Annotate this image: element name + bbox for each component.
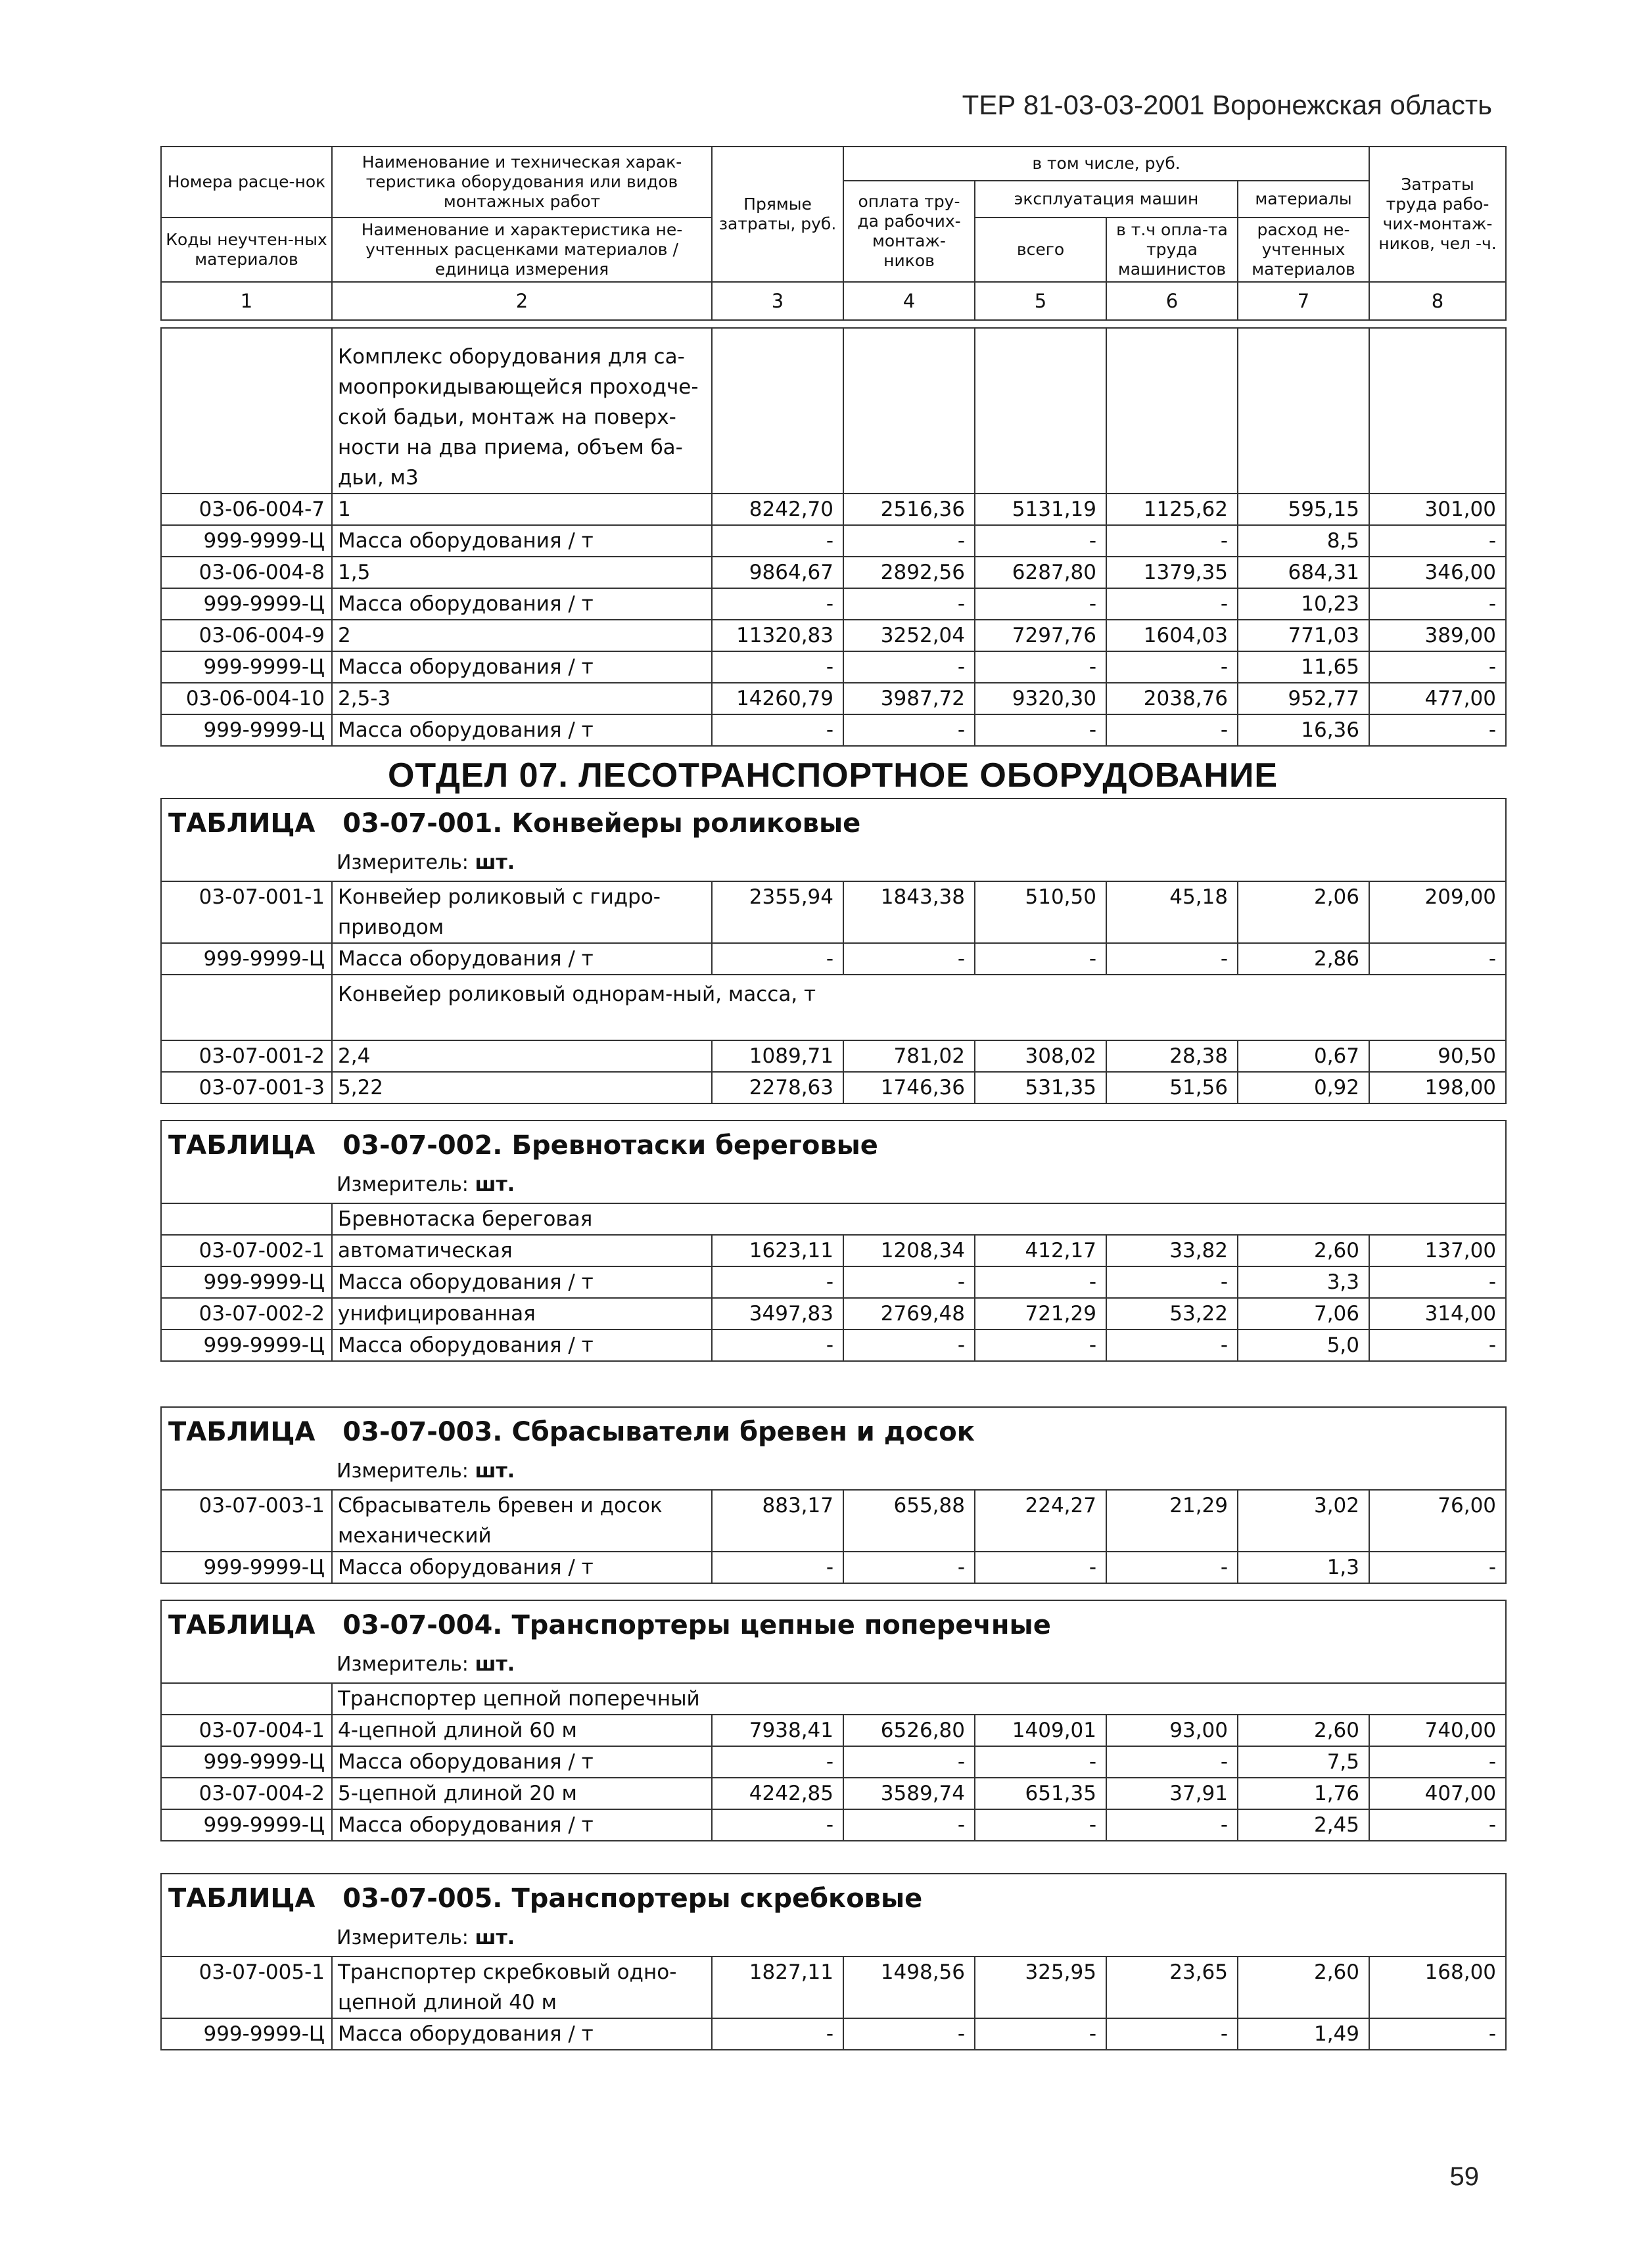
machinists-pay: 1125,62	[1106, 494, 1238, 525]
table-row	[161, 714, 1506, 746]
machines-total: -	[975, 1330, 1106, 1361]
machines-total: 531,35	[975, 1072, 1106, 1103]
labor: 740,00	[1369, 1715, 1506, 1746]
materials: 7,06	[1238, 1298, 1369, 1330]
material-desc: Масса оборудования / т	[332, 525, 712, 557]
worker-pay: -	[843, 1330, 975, 1361]
labor: 477,00	[1369, 683, 1506, 714]
direct-cost: 14260,79	[712, 683, 843, 714]
measure-line	[161, 848, 1506, 881]
table-row	[161, 943, 1506, 975]
material-desc: Масса оборудования / т	[332, 714, 712, 746]
machines-total: 325,95	[975, 1956, 1106, 2018]
material-desc: Масса оборудования / т	[332, 1809, 712, 1841]
col-machines-total: всего	[975, 218, 1106, 282]
rate-code: 03-07-001-2	[161, 1040, 332, 1072]
rates-header-table	[160, 146, 1507, 321]
labor: 314,00	[1369, 1298, 1506, 1330]
rate-code: 03-07-002-2	[161, 1298, 332, 1330]
worker-pay: -	[843, 1746, 975, 1778]
machines-total: -	[975, 943, 1106, 975]
table-label: ТАБЛИЦА	[168, 1417, 316, 1447]
table-heading	[161, 1121, 1506, 1170]
table-row	[161, 557, 1506, 588]
table-03-07-005	[160, 1873, 1507, 2050]
materials: 2,60	[1238, 1235, 1369, 1266]
materials: 1,49	[1238, 2018, 1369, 2050]
direct-cost: 8242,70	[712, 494, 843, 525]
rate-code: 03-07-004-1	[161, 1715, 332, 1746]
materials: 952,77	[1238, 683, 1369, 714]
machines-total: 224,27	[975, 1490, 1106, 1552]
table-row	[161, 651, 1506, 683]
material-desc: Масса оборудования / т	[332, 1746, 712, 1778]
materials: 595,15	[1238, 494, 1369, 525]
table-03-07-002	[160, 1120, 1507, 1362]
labor: -	[1369, 1266, 1506, 1298]
machinists-pay: 53,22	[1106, 1298, 1238, 1330]
rate-desc: 1	[332, 494, 712, 525]
rate-code: 03-07-002-1	[161, 1235, 332, 1266]
col-number: 3	[712, 282, 843, 320]
direct-cost: 4242,85	[712, 1778, 843, 1809]
direct-cost: -	[712, 1330, 843, 1361]
table-row	[161, 620, 1506, 651]
direct-cost: 3497,83	[712, 1298, 843, 1330]
materials: 3,02	[1238, 1490, 1369, 1552]
table-03-07-004	[160, 1600, 1507, 1841]
table-row	[161, 1298, 1506, 1330]
machinists-pay: 45,18	[1106, 881, 1238, 943]
rate-code: 03-07-003-1	[161, 1490, 332, 1552]
machines-total: -	[975, 1809, 1106, 1841]
machines-total: 412,17	[975, 1235, 1106, 1266]
material-code: 999-9999-Ц	[161, 1809, 332, 1841]
block1-table	[160, 327, 1507, 747]
machinists-pay: -	[1106, 714, 1238, 746]
worker-pay: -	[843, 1809, 975, 1841]
machines-total: -	[975, 651, 1106, 683]
machinists-pay: 1379,35	[1106, 557, 1238, 588]
machinists-pay: 28,38	[1106, 1040, 1238, 1072]
materials: 0,92	[1238, 1072, 1369, 1103]
machines-total: -	[975, 588, 1106, 620]
worker-pay: -	[843, 588, 975, 620]
machinists-pay: -	[1106, 525, 1238, 557]
worker-pay: 2769,48	[843, 1298, 975, 1330]
machines-total: -	[975, 1266, 1106, 1298]
material-desc: Масса оборудования / т	[332, 1552, 712, 1583]
table-row	[161, 525, 1506, 557]
rate-code: 03-07-001-1	[161, 881, 332, 943]
table-label: ТАБЛИЦА	[168, 1130, 316, 1161]
labor: 168,00	[1369, 1956, 1506, 2018]
measure-label: Измеритель:	[337, 1653, 469, 1676]
col-name-materials: Наименование и характеристика не-учтенных расценками материалов / единица измерения	[332, 218, 712, 282]
col-machines: эксплуатация машин	[975, 181, 1238, 218]
rate-desc: 2	[332, 620, 712, 651]
col-including: в том числе, руб.	[843, 147, 1369, 181]
table-name: Транспортеры скребковые	[511, 1884, 923, 1914]
machinists-pay: 21,29	[1106, 1490, 1238, 1552]
table-row	[161, 1809, 1506, 1841]
labor: 407,00	[1369, 1778, 1506, 1809]
worker-pay: 3252,04	[843, 620, 975, 651]
rate-desc: 4-цепной длиной 60 м	[332, 1715, 712, 1746]
direct-cost: -	[712, 2018, 843, 2050]
materials: 2,86	[1238, 943, 1369, 975]
table-heading	[161, 798, 1506, 848]
labor: -	[1369, 1809, 1506, 1841]
machinists-pay: 23,65	[1106, 1956, 1238, 2018]
table-row	[161, 1072, 1506, 1103]
labor: -	[1369, 714, 1506, 746]
table-row	[161, 588, 1506, 620]
table-row	[161, 494, 1506, 525]
worker-pay: 1498,56	[843, 1956, 975, 2018]
labor: 137,00	[1369, 1235, 1506, 1266]
worker-pay: 3589,74	[843, 1778, 975, 1809]
labor: -	[1369, 525, 1506, 557]
machinists-pay: -	[1106, 1266, 1238, 1298]
machines-total: -	[975, 525, 1106, 557]
direct-cost: -	[712, 714, 843, 746]
measure-unit: шт.	[475, 1926, 515, 1949]
machines-total: 510,50	[975, 881, 1106, 943]
col-worker-pay: оплата тру-да рабочих-монтаж-ников	[843, 181, 975, 282]
direct-cost: -	[712, 525, 843, 557]
materials: 2,06	[1238, 881, 1369, 943]
table-row	[161, 2018, 1506, 2050]
machinists-pay: -	[1106, 1552, 1238, 1583]
worker-pay: 3987,72	[843, 683, 975, 714]
table-03-07-001	[160, 798, 1507, 1104]
materials: 5,0	[1238, 1330, 1369, 1361]
labor: 198,00	[1369, 1072, 1506, 1103]
machinists-pay: 1604,03	[1106, 620, 1238, 651]
labor: -	[1369, 1746, 1506, 1778]
table-code: 03-07-001.	[342, 808, 503, 839]
materials: 1,76	[1238, 1778, 1369, 1809]
labor: 389,00	[1369, 620, 1506, 651]
materials: 2,60	[1238, 1956, 1369, 2018]
worker-pay: -	[843, 714, 975, 746]
materials: 8,5	[1238, 525, 1369, 557]
worker-pay: 2892,56	[843, 557, 975, 588]
rate-code: 03-06-004-10	[161, 683, 332, 714]
table-label: ТАБЛИЦА	[168, 1884, 316, 1914]
worker-pay: 781,02	[843, 1040, 975, 1072]
col-number: 1	[161, 282, 332, 320]
direct-cost: 9864,67	[712, 557, 843, 588]
worker-pay: -	[843, 2018, 975, 2050]
direct-cost: -	[712, 1266, 843, 1298]
materials: 16,36	[1238, 714, 1369, 746]
table-03-07-003	[160, 1406, 1507, 1584]
measure-label: Измеритель:	[337, 1926, 469, 1949]
table-name: Бревнотаски береговые	[511, 1130, 878, 1161]
rate-code: 03-07-005-1	[161, 1956, 332, 2018]
measure-label: Измеритель:	[337, 1460, 469, 1483]
machines-total: 308,02	[975, 1040, 1106, 1072]
table-row	[161, 1266, 1506, 1298]
table-row	[161, 1956, 1506, 2018]
direct-cost: 883,17	[712, 1490, 843, 1552]
machinists-pay: -	[1106, 1746, 1238, 1778]
measure-line	[161, 1650, 1506, 1683]
material-code: 999-9999-Ц	[161, 943, 332, 975]
material-desc: Масса оборудования / т	[332, 2018, 712, 2050]
measure-line	[161, 1456, 1506, 1490]
table-row	[161, 1715, 1506, 1746]
measure-label: Измеритель:	[337, 851, 469, 874]
col-direct-costs: Прямые затраты, руб.	[712, 147, 843, 282]
labor: -	[1369, 943, 1506, 975]
materials: 2,45	[1238, 1809, 1369, 1841]
table-row	[161, 881, 1506, 943]
labor: 209,00	[1369, 881, 1506, 943]
material-desc: Масса оборудования / т	[332, 1330, 712, 1361]
labor: -	[1369, 1552, 1506, 1583]
direct-cost: 1089,71	[712, 1040, 843, 1072]
worker-pay: 1843,38	[843, 881, 975, 943]
material-code: 999-9999-Ц	[161, 651, 332, 683]
col-number: 5	[975, 282, 1106, 320]
machinists-pay: 37,91	[1106, 1778, 1238, 1809]
material-desc: Масса оборудования / т	[332, 651, 712, 683]
table-heading	[161, 1407, 1506, 1456]
material-desc: Масса оборудования / т	[332, 943, 712, 975]
machines-total: 721,29	[975, 1298, 1106, 1330]
table-label: ТАБЛИЦА	[168, 808, 316, 839]
rate-desc: автоматическая	[332, 1235, 712, 1266]
measure-line	[161, 1170, 1506, 1203]
labor: -	[1369, 588, 1506, 620]
section-title: ОТДЕЛ 07. ЛЕСОТРАНСПОРТНОЕ ОБОРУДОВАНИЕ	[387, 756, 1278, 795]
material-code: 999-9999-Ц	[161, 1746, 332, 1778]
materials: 771,03	[1238, 620, 1369, 651]
worker-pay: 1746,36	[843, 1072, 975, 1103]
col-number: 7	[1238, 282, 1369, 320]
material-code: 999-9999-Ц	[161, 588, 332, 620]
table-row	[161, 1552, 1506, 1583]
table-name: Транспортеры цепные поперечные	[511, 1610, 1051, 1640]
col-num-rates: Номера расце-нок	[161, 147, 332, 218]
subgroup-title: Конвейер роликовый однорам-ный, масса, т	[332, 975, 1506, 1040]
col-machinists-pay: в т.ч опла-та труда машинистов	[1106, 218, 1238, 282]
worker-pay: 2516,36	[843, 494, 975, 525]
rate-desc: 2,4	[332, 1040, 712, 1072]
labor: -	[1369, 651, 1506, 683]
measure-unit: шт.	[475, 851, 515, 874]
material-desc: Масса оборудования / т	[332, 588, 712, 620]
col-name-tech: Наименование и техническая харак-теристика оборудования или видов монтажных работ	[332, 147, 712, 218]
direct-cost: 1827,11	[712, 1956, 843, 2018]
machinists-pay: -	[1106, 943, 1238, 975]
direct-cost: -	[712, 1809, 843, 1841]
rate-code: 03-06-004-7	[161, 494, 332, 525]
table-name: Сбрасыватели бревен и досок	[511, 1417, 975, 1447]
material-code: 999-9999-Ц	[161, 1266, 332, 1298]
labor: 346,00	[1369, 557, 1506, 588]
measure-line	[161, 1923, 1506, 1956]
direct-cost: -	[712, 1746, 843, 1778]
block1-intro: Комплекс оборудования для са-моопрокидывающейся проходче-ской бадьи, монтаж на поверх-ности на два приема, объем ба-дьи, м3	[332, 328, 712, 494]
worker-pay: -	[843, 943, 975, 975]
labor: -	[1369, 1330, 1506, 1361]
col-materials: материалы	[1238, 181, 1369, 218]
machines-total: 5131,19	[975, 494, 1106, 525]
rate-desc: 2,5-3	[332, 683, 712, 714]
col-codes-unaccounted: Коды неучтен-ных материалов	[161, 218, 332, 282]
subgroup-title: Транспортер цепной поперечный	[332, 1683, 1506, 1715]
materials: 7,5	[1238, 1746, 1369, 1778]
material-code: 999-9999-Ц	[161, 1552, 332, 1583]
table-row	[161, 683, 1506, 714]
table-row	[161, 1746, 1506, 1778]
machinists-pay: -	[1106, 1330, 1238, 1361]
rate-desc: Конвейер роликовый с гидро-приводом	[332, 881, 712, 943]
rate-code: 03-07-001-3	[161, 1072, 332, 1103]
machinists-pay: -	[1106, 1809, 1238, 1841]
direct-cost: 1623,11	[712, 1235, 843, 1266]
material-code: 999-9999-Ц	[161, 2018, 332, 2050]
direct-cost: -	[712, 588, 843, 620]
machines-total: -	[975, 1552, 1106, 1583]
material-desc: Масса оборудования / т	[332, 1266, 712, 1298]
measure-unit: шт.	[475, 1653, 515, 1676]
direct-cost: -	[712, 943, 843, 975]
rate-desc: Транспортер скребковый одно-цепной длиной 40 м	[332, 1956, 712, 2018]
table-code: 03-07-003.	[342, 1417, 503, 1447]
direct-cost: 2355,94	[712, 881, 843, 943]
rate-code: 03-07-004-2	[161, 1778, 332, 1809]
direct-cost: 7938,41	[712, 1715, 843, 1746]
document-title: ТЕР 81-03-03-2001 Воронежская область	[962, 89, 1492, 120]
table-row	[161, 1040, 1506, 1072]
page-number: 59	[1449, 2162, 1479, 2191]
col-number: 4	[843, 282, 975, 320]
table-row	[161, 1235, 1506, 1266]
machinists-pay: -	[1106, 651, 1238, 683]
rate-desc: Сбрасыватель бревен и досок механический	[332, 1490, 712, 1552]
table-heading	[161, 1874, 1506, 1923]
direct-cost: 2278,63	[712, 1072, 843, 1103]
direct-cost: -	[712, 651, 843, 683]
labor: 301,00	[1369, 494, 1506, 525]
table-code: 03-07-004.	[342, 1610, 503, 1640]
table-row	[161, 1490, 1506, 1552]
material-code: 999-9999-Ц	[161, 1330, 332, 1361]
table-code: 03-07-005.	[342, 1884, 503, 1914]
col-materials-unacc: расход не-учтенных материалов	[1238, 218, 1369, 282]
direct-cost: 11320,83	[712, 620, 843, 651]
materials: 11,65	[1238, 651, 1369, 683]
table-row	[161, 1778, 1506, 1809]
rate-desc: 5-цепной длиной 20 м	[332, 1778, 712, 1809]
worker-pay: 6526,80	[843, 1715, 975, 1746]
machinists-pay: -	[1106, 588, 1238, 620]
col-number: 8	[1369, 282, 1506, 320]
col-labor: Затраты труда рабо-чих-монтаж-ников, чел -ч.	[1369, 147, 1506, 282]
materials: 2,60	[1238, 1715, 1369, 1746]
materials: 3,3	[1238, 1266, 1369, 1298]
materials: 684,31	[1238, 557, 1369, 588]
machines-total: -	[975, 1746, 1106, 1778]
worker-pay: -	[843, 1266, 975, 1298]
labor: -	[1369, 2018, 1506, 2050]
materials: 10,23	[1238, 588, 1369, 620]
measure-unit: шт.	[475, 1460, 515, 1483]
col-number: 2	[332, 282, 712, 320]
rate-code: 03-06-004-9	[161, 620, 332, 651]
machines-total: 6287,80	[975, 557, 1106, 588]
machines-total: -	[975, 2018, 1106, 2050]
material-code: 999-9999-Ц	[161, 525, 332, 557]
machines-total: -	[975, 714, 1106, 746]
worker-pay: 655,88	[843, 1490, 975, 1552]
machines-total: 7297,76	[975, 620, 1106, 651]
material-code: 999-9999-Ц	[161, 714, 332, 746]
machinists-pay: 93,00	[1106, 1715, 1238, 1746]
direct-cost: -	[712, 1552, 843, 1583]
table-name: Конвейеры роликовые	[511, 808, 861, 839]
table-heading	[161, 1600, 1506, 1650]
rate-code: 03-06-004-8	[161, 557, 332, 588]
machinists-pay: 2038,76	[1106, 683, 1238, 714]
rate-desc: унифицированная	[332, 1298, 712, 1330]
labor: 90,50	[1369, 1040, 1506, 1072]
measure-unit: шт.	[475, 1173, 515, 1196]
worker-pay: -	[843, 651, 975, 683]
materials: 1,3	[1238, 1552, 1369, 1583]
worker-pay: -	[843, 1552, 975, 1583]
machinists-pay: 51,56	[1106, 1072, 1238, 1103]
table-row	[161, 1330, 1506, 1361]
table-label: ТАБЛИЦА	[168, 1610, 316, 1640]
machines-total: 9320,30	[975, 683, 1106, 714]
machinists-pay: -	[1106, 2018, 1238, 2050]
worker-pay: -	[843, 525, 975, 557]
subgroup-title: Бревнотаска береговая	[332, 1203, 1506, 1235]
machines-total: 1409,01	[975, 1715, 1106, 1746]
rate-desc: 1,5	[332, 557, 712, 588]
measure-label: Измеритель:	[337, 1173, 469, 1196]
machinists-pay: 33,82	[1106, 1235, 1238, 1266]
col-number: 6	[1106, 282, 1238, 320]
machines-total: 651,35	[975, 1778, 1106, 1809]
materials: 0,67	[1238, 1040, 1369, 1072]
labor: 76,00	[1369, 1490, 1506, 1552]
table-code: 03-07-002.	[342, 1130, 503, 1161]
rate-desc: 5,22	[332, 1072, 712, 1103]
worker-pay: 1208,34	[843, 1235, 975, 1266]
